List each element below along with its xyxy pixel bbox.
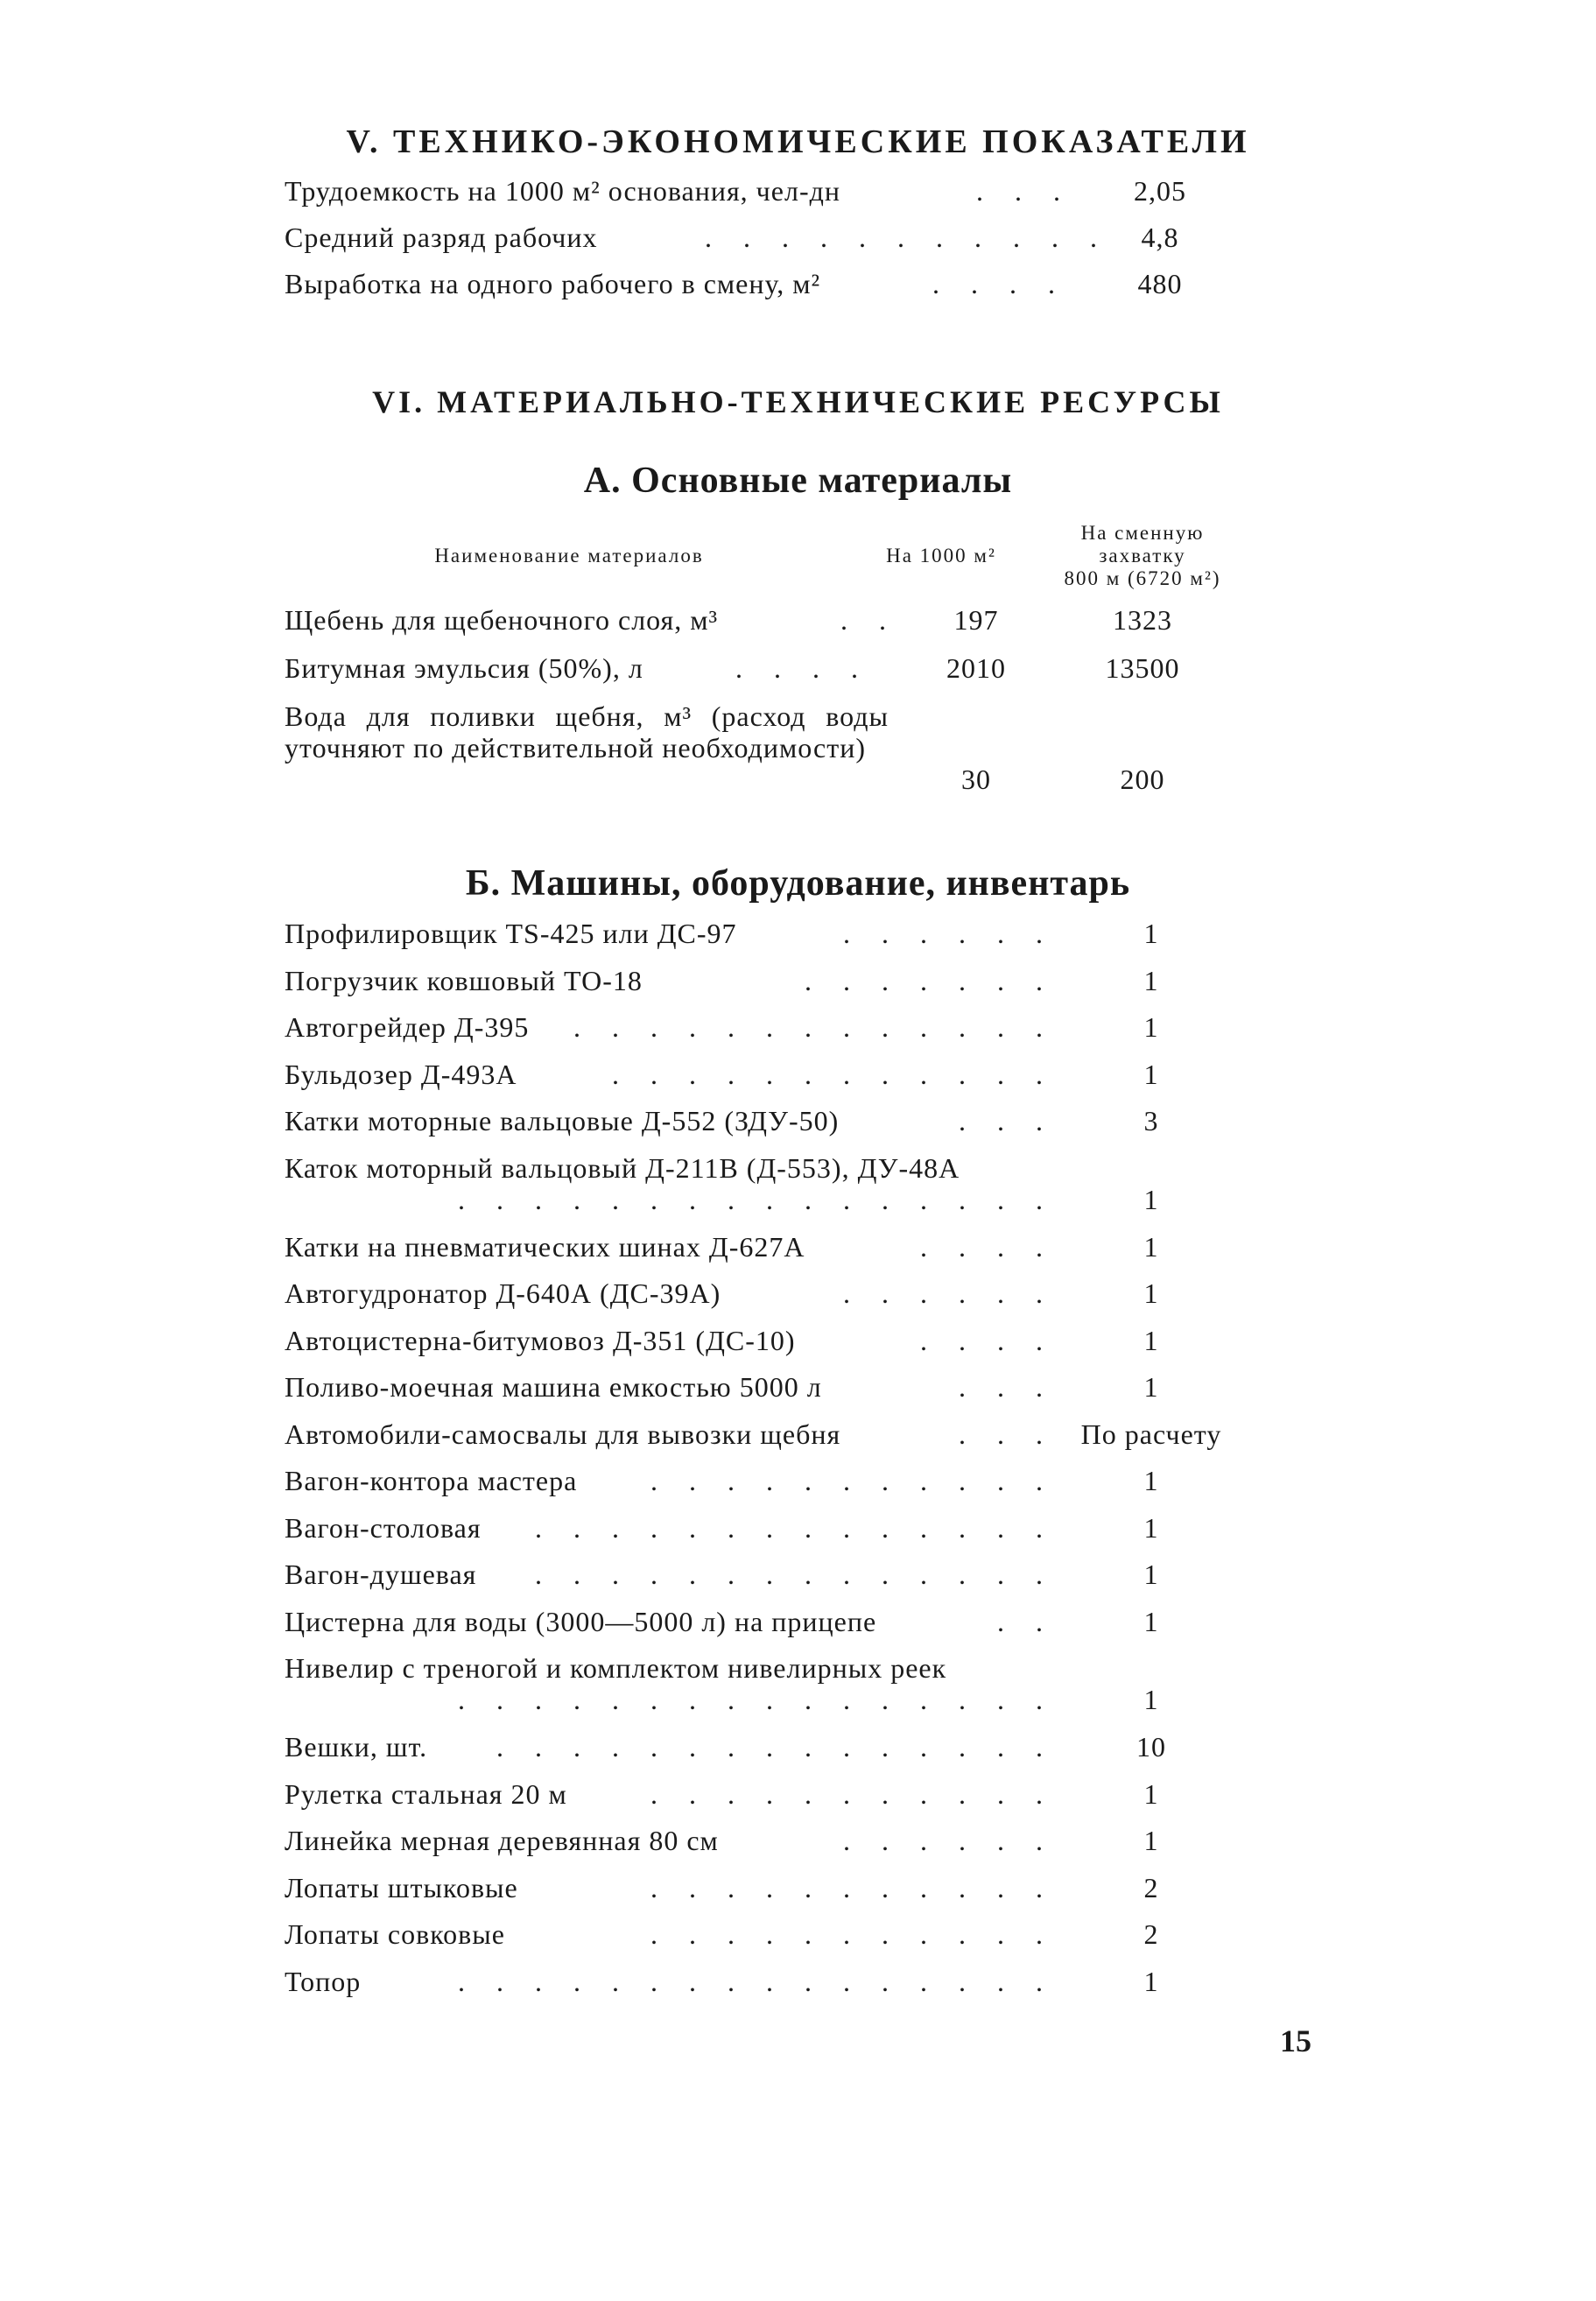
machine-quantity: 1 bbox=[1143, 1825, 1159, 1856]
machine-quantity: 1 bbox=[1143, 1324, 1159, 1356]
machine-row bbox=[285, 1231, 1265, 1266]
leader-dots: . . . . . . bbox=[843, 1825, 1055, 1856]
leader-dots: . . . . . . . . . . . . . . . . bbox=[458, 1965, 1055, 1997]
leader-dots: . . . . . . . . . . . . . . . . bbox=[458, 1684, 1055, 1715]
machine-quantity: 1 bbox=[1143, 1230, 1159, 1263]
material-per1000: 2010 bbox=[946, 652, 1006, 684]
leader-dots: . . . bbox=[959, 1105, 1055, 1136]
leader-dots: . . . . . . . . . . . . . . bbox=[535, 1559, 1055, 1590]
machine-row bbox=[285, 965, 1265, 1000]
leader-dots: . . . . bbox=[735, 652, 870, 684]
machine-row bbox=[285, 1606, 1265, 1641]
section-6-title: VI. МАТЕРИАЛЬНО-ТЕХНИЧЕСКИЕ РЕСУРСЫ bbox=[372, 384, 1224, 419]
machine-name: Поливо-моечная машина емкостью 5000 л bbox=[285, 1371, 822, 1403]
column-header-name: Наименование материалов bbox=[434, 545, 704, 566]
material-name: Вода для поливки щебня, м³ (расход воды уточняют по действительной необходимости) bbox=[285, 700, 889, 763]
indicator-name: Трудоемкость на 1000 м² основания, чел-дн bbox=[285, 175, 840, 207]
machine-row bbox=[285, 1011, 1265, 1046]
machine-row bbox=[285, 1778, 1265, 1813]
machine-quantity: 1 bbox=[1143, 1183, 1159, 1215]
leader-dots: . . . . . . . . . . . . bbox=[612, 1058, 1055, 1090]
material-name: Щебень для щебеночного слоя, м³ bbox=[285, 604, 719, 636]
machine-quantity: 1 bbox=[1143, 1684, 1159, 1715]
leader-dots: . . . . . . . . . . . bbox=[650, 1918, 1055, 1950]
material-per1000: 30 bbox=[961, 763, 991, 795]
material-row bbox=[285, 700, 1265, 797]
machine-name: Автогрейдер Д-395 bbox=[285, 1011, 530, 1043]
leader-dots: . . . . bbox=[932, 268, 1067, 299]
materials-title: А. Основные материалы bbox=[583, 461, 1013, 501]
machine-name: Автогудронатор Д-640А (ДС-39А) bbox=[285, 1277, 721, 1309]
machine-name: Бульдозер Д-493А bbox=[285, 1058, 517, 1090]
machine-name: Вешки, шт. bbox=[285, 1731, 428, 1763]
machine-row bbox=[285, 1418, 1265, 1453]
machine-row bbox=[285, 1966, 1265, 2001]
machine-name: Лопаты совковые bbox=[285, 1918, 505, 1950]
machine-quantity: 2 bbox=[1143, 1918, 1159, 1950]
leader-dots: . . . . . . . . . . . . . . bbox=[535, 1511, 1055, 1544]
machine-row bbox=[285, 1918, 1265, 1953]
machine-name: Профилировщик TS-425 или ДС-97 bbox=[285, 918, 737, 949]
leader-dots: . . . . bbox=[920, 1324, 1055, 1356]
indicator-value: 480 bbox=[1137, 268, 1183, 299]
leader-dots: . . . . bbox=[920, 1230, 1055, 1263]
section-5-title: V. ТЕХНИКО-ЭКОНОМИЧЕСКИЕ ПОКАЗАТЕЛИ bbox=[346, 123, 1250, 160]
machine-row bbox=[285, 1059, 1265, 1094]
leader-dots: . . . . . . . . . . . bbox=[705, 222, 1109, 253]
material-name: Битумная эмульсия (50%), л bbox=[285, 652, 643, 684]
machine-name: Автоцистерна-битумовоз Д-351 (ДС-10) bbox=[285, 1324, 796, 1356]
machine-name: Вагон-душевая bbox=[285, 1559, 477, 1590]
material-per-shift: 13500 bbox=[1105, 652, 1180, 684]
machine-quantity: 1 bbox=[1143, 918, 1159, 949]
leader-dots: . . . bbox=[976, 175, 1072, 207]
leader-dots: . . . bbox=[959, 1418, 1055, 1450]
machine-name: Цистерна для воды (3000—5000 л) на прицепе bbox=[285, 1605, 877, 1637]
machine-name: Рулетка стальная 20 м bbox=[285, 1777, 567, 1810]
machine-row bbox=[285, 1731, 1265, 1766]
machine-name: Вагон-контора мастера bbox=[285, 1465, 578, 1496]
leader-dots: . . . . . . . . . . . . . . . bbox=[496, 1731, 1055, 1763]
machine-name: Автомобили-самосвалы для вывозки щебня bbox=[285, 1418, 841, 1450]
machine-quantity: 1 bbox=[1143, 1058, 1159, 1090]
machine-row bbox=[285, 1825, 1265, 1860]
leader-dots: . . . bbox=[959, 1371, 1055, 1403]
machine-row bbox=[285, 1872, 1265, 1907]
indicator-value: 4,8 bbox=[1141, 222, 1179, 253]
machine-quantity: 10 bbox=[1136, 1731, 1166, 1763]
machine-row bbox=[285, 1652, 1265, 1722]
machine-quantity: 1 bbox=[1143, 1605, 1159, 1637]
machine-name: Лопаты штыковые bbox=[285, 1871, 518, 1903]
leader-dots: . . . . . . . . . . . . . . . . bbox=[458, 1183, 1055, 1215]
machine-quantity: 1 bbox=[1143, 1559, 1159, 1590]
machine-row bbox=[285, 1371, 1265, 1406]
column-header-per-shift-line: На сменную bbox=[1080, 522, 1205, 544]
column-header-per-shift bbox=[1024, 522, 1261, 590]
column-header-per-shift-line: захватку bbox=[1099, 545, 1186, 566]
indicator-name: Выработка на одного рабочего в смену, м² bbox=[285, 268, 821, 299]
machine-quantity: 1 bbox=[1143, 1011, 1159, 1043]
machine-name: Вагон-столовая bbox=[285, 1511, 482, 1544]
machine-name: Катки моторные вальцовые Д-552 (ЗДУ-50) bbox=[285, 1105, 840, 1136]
page-number: 15 bbox=[1280, 2023, 1311, 2058]
column-header-per-shift-line: 800 м (6720 м²) bbox=[1064, 567, 1221, 589]
machines-title: Б. Машины, оборудование, инвентарь bbox=[465, 863, 1131, 904]
machine-row bbox=[285, 918, 1265, 953]
machine-name: Линейка мерная деревянная 80 см bbox=[285, 1825, 719, 1856]
leader-dots: . . . . . . . . . . . . . bbox=[573, 1011, 1055, 1043]
machine-quantity: По расчету bbox=[1080, 1418, 1222, 1450]
machine-name: Топор bbox=[285, 1965, 362, 1997]
material-per-shift: 1323 bbox=[1113, 604, 1172, 636]
leader-dots: . . bbox=[840, 604, 898, 636]
machine-row bbox=[285, 1277, 1265, 1312]
machine-row bbox=[285, 1465, 1265, 1500]
leader-dots: . . . . . . bbox=[843, 1277, 1055, 1309]
material-per-shift: 200 bbox=[1120, 763, 1165, 795]
leader-dots: . . . . . . bbox=[843, 918, 1055, 949]
machine-quantity: 3 bbox=[1143, 1105, 1159, 1136]
machine-row bbox=[285, 1152, 1265, 1222]
machine-quantity: 1 bbox=[1143, 1965, 1159, 1997]
machine-row bbox=[285, 1512, 1265, 1547]
machine-quantity: 1 bbox=[1143, 964, 1159, 996]
machine-quantity: 1 bbox=[1143, 1277, 1159, 1309]
machine-name: Катки на пневматических шинах Д-627А bbox=[285, 1230, 805, 1263]
machine-quantity: 1 bbox=[1143, 1777, 1159, 1810]
column-header-per1000: На 1000 м² bbox=[886, 545, 996, 566]
machine-row bbox=[285, 1325, 1265, 1360]
leader-dots: . . . . . . . . . . . bbox=[650, 1871, 1055, 1903]
leader-dots: . . . . . . . . . . . bbox=[650, 1777, 1055, 1810]
machine-row bbox=[285, 1559, 1265, 1594]
leader-dots: . . bbox=[997, 1605, 1055, 1637]
machine-name: Каток моторный вальцовый Д-211В (Д-553), ДУ-48А bbox=[285, 1151, 960, 1184]
leader-dots: . . . . . . . bbox=[805, 964, 1055, 996]
machine-name: Нивелир с треногой и комплектом нивелирных реек bbox=[285, 1652, 947, 1684]
indicator-name: Средний разряд рабочих bbox=[285, 222, 598, 253]
indicator-value: 2,05 bbox=[1134, 175, 1186, 207]
machine-quantity: 1 bbox=[1143, 1371, 1159, 1403]
material-per1000: 197 bbox=[953, 604, 999, 636]
leader-dots: . . . . . . . . . . . bbox=[650, 1465, 1055, 1496]
machine-quantity: 1 bbox=[1143, 1511, 1159, 1544]
machine-quantity: 1 bbox=[1143, 1465, 1159, 1496]
machine-name: Погрузчик ковшовый ТО-18 bbox=[285, 964, 643, 996]
machine-row bbox=[285, 1105, 1265, 1140]
machine-quantity: 2 bbox=[1143, 1871, 1159, 1903]
